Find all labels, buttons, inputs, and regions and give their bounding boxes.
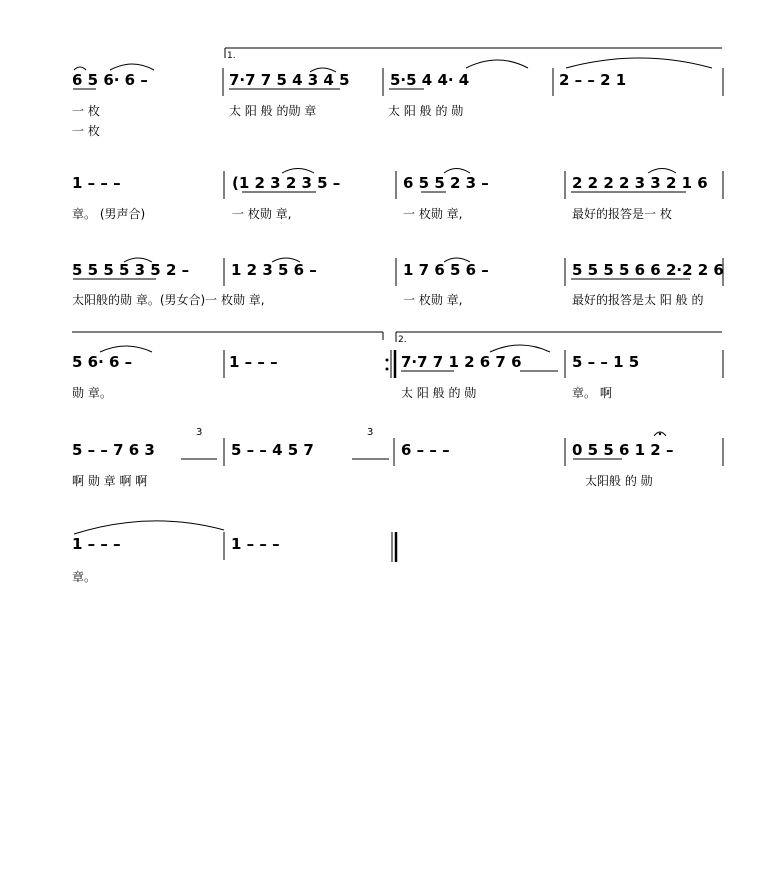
slur — [490, 345, 550, 352]
note-group: 6 – – – — [401, 441, 450, 459]
lyric-line: 一 枚 — [72, 124, 100, 138]
note-group: 5 – – 4 5 7 — [231, 441, 314, 459]
lyric-line: 太阳般 的 勋 — [585, 474, 653, 488]
volta-1-label: 1. — [227, 51, 236, 61]
slur — [444, 169, 470, 174]
lyric-line: 太 阳 般 的勋 章 — [229, 104, 317, 118]
note-group: 6 5 5 2 3 – — [403, 174, 489, 192]
note-group: 1 – – – — [72, 535, 121, 553]
fermata-dot — [659, 433, 661, 435]
lyric-line: 一 枚勋 章, — [403, 207, 463, 221]
lyric-line: 最好的报答是一 枚 — [572, 207, 672, 221]
note-group: 0 5 5 6 1 2 – — [572, 441, 674, 459]
slur — [282, 169, 314, 174]
slur — [566, 58, 712, 68]
lyric-line: 章。 啊 — [572, 386, 612, 400]
lyric-line: 一 枚勋 章, — [232, 207, 292, 221]
note-group: 7·7 7 5 4 3 4 5 — [229, 71, 350, 89]
lyric-line: 最好的报答是太 阳 般 的 — [572, 293, 704, 307]
slur — [648, 169, 676, 174]
lyric-line: 太 阳 般 的 勋 — [388, 104, 464, 118]
note-group: 1 – – – — [72, 174, 121, 192]
slur — [74, 521, 224, 534]
lyric-line: 勋 章。 — [72, 386, 112, 400]
note-group: 7·7 7 1 2 6 7 6 — [401, 353, 522, 371]
note-group: 1 7 6 5 6 – — [403, 261, 489, 279]
triplet-mark: 3 — [367, 427, 374, 438]
lyric-line: 章。 — [72, 570, 97, 584]
slur — [110, 64, 154, 70]
note-group: 1 – – – — [229, 353, 278, 371]
lyric-line: 章。 (男声合) — [72, 207, 146, 221]
note-group: 5 5 5 5 6 6 2·2 2 6 — [572, 261, 724, 279]
lyric-line: 一 枚勋 章, — [403, 293, 463, 307]
lyric-line: 啊 勋 章 啊 啊 — [72, 474, 148, 488]
slur — [100, 346, 152, 352]
lyric-line: 一 枚 — [72, 104, 100, 118]
note-group: 1 – – – — [231, 535, 280, 553]
volta-2-label: 2. — [398, 335, 407, 345]
lyric-line: 太阳般的勋 章。(男女合)一 枚勋 章, — [72, 293, 265, 307]
note-group: 5 6· 6 – — [72, 353, 133, 371]
note-group: 5·5 4 4· 4 — [390, 71, 470, 89]
note-group: 5 – – 7 6 3 — [72, 441, 155, 459]
note-group: 1 2 3 5 6 – — [231, 261, 317, 279]
note-group: 5 – – 1 5 — [572, 353, 640, 371]
slur — [466, 60, 528, 68]
lyric-line: 太 阳 般 的 勋 — [401, 386, 477, 400]
repeat-dot — [386, 359, 389, 362]
triplet-mark: 3 — [196, 427, 203, 438]
note-group: (1 2 3 2 3 5 – — [232, 174, 341, 192]
repeat-dot — [386, 368, 389, 371]
slur — [74, 67, 86, 70]
note-group: 2 2 2 2 3 3 2 1 6 — [572, 174, 708, 192]
note-group: 2 – – 2 1 — [559, 71, 627, 89]
note-group: 5 5 5 5 3 5 2 – — [72, 261, 190, 279]
note-group: 6 5 6· 6 – — [72, 71, 148, 89]
